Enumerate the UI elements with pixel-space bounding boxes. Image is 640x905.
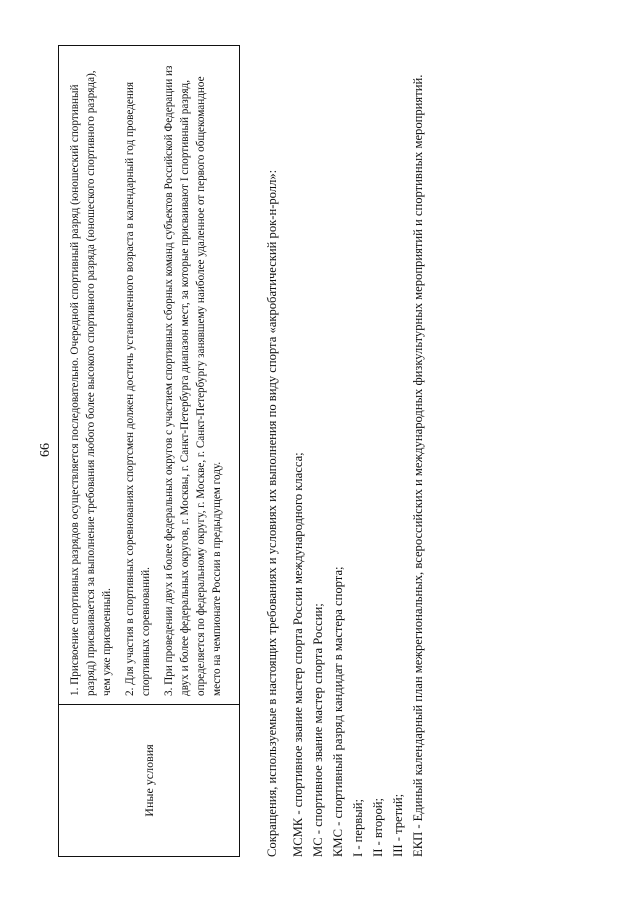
conditions-table — [58, 45, 240, 857]
abbreviation-item: III - третий; — [391, 793, 405, 857]
condition-item: 1. Присвоение спортивных разрядов осуществляется последовательно. Очередной спортивный разряд (юношеский спортивный разряд) присваивается за выполнение требования любого более высокого спортивного разряда (юношеского спортивного разряда), чем уже присвоенный. — [69, 70, 113, 696]
conditions-list — [67, 56, 232, 696]
abbreviation-item: ЕКП - Единый календарный план межрегиональных, всероссийских и международных физкультурных мероприятий и спортивных мероприятий. — [411, 74, 425, 857]
abbreviation-item: МСМК - спортивное звание мастер спорта России международного класса; — [291, 452, 305, 857]
abbreviation-item: I - первый; — [351, 799, 365, 857]
abbreviations-section — [262, 45, 428, 857]
page-number: 66 — [38, 443, 53, 457]
condition-item: 3. При проведении двух и более федеральных округов с участием спортивных сборных команд субъектов Российской Федерации из двух и более федеральных округов, г. Москвы, г. Санкт-Петербурга диапазон мест, за которые присваивают I спортивный разряд, определяется по федеральному округу, г. Москве, г. Санкт-Петербургу занявшему наиболее удаленное от первого общекомандное место на чемпионате России в предыдущем году. — [163, 65, 223, 696]
abbreviation-item: КМС - спортивный разряд кандидат в мастера спорта; — [331, 566, 345, 857]
conditions-label: Иные условия — [59, 704, 239, 856]
abbreviations-intro: Сокращения, используемые в настоящих требованиях и условиях их выполнения по виду спорта «акробатический рок-н-ролл»: — [265, 169, 279, 857]
abbreviation-item: МС - спортивное звание мастер спорта России; — [311, 603, 325, 857]
abbreviation-item: II - второй; — [371, 798, 385, 857]
condition-item: 2. Для участия в спортивных соревнованиях спортсмен должен достичь установленного возраста в календарный год проведения спортивных соревнований. — [124, 82, 152, 696]
